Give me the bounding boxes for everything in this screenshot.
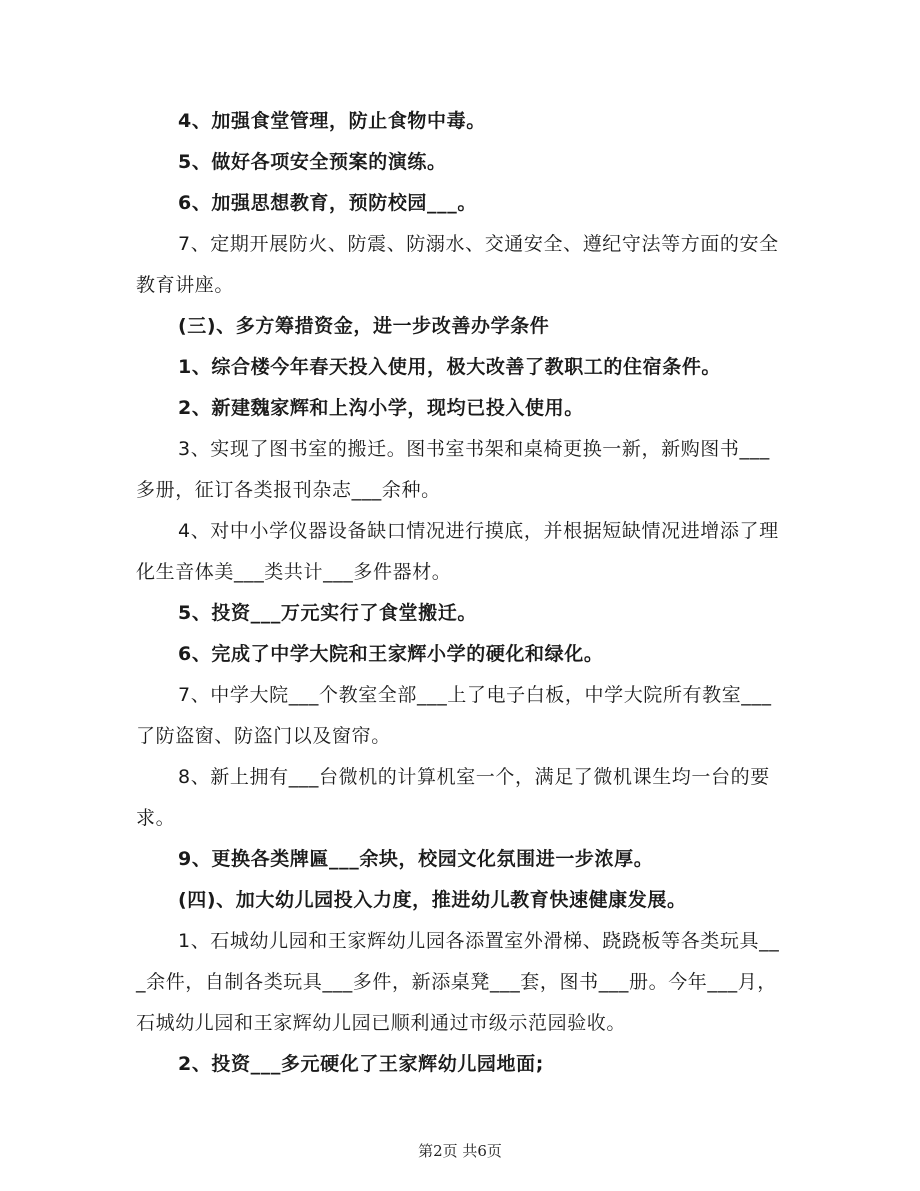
paragraph-item-5-drills: 5、做好各项安全预案的演练。 <box>178 151 447 173</box>
section-heading-4: (四)、加大幼儿园投入力度，推进幼儿教育快速健康发展。 <box>178 889 687 911</box>
paragraph-item-1-complex-building: 1、综合楼今年春天投入使用，极大改善了教职工的住宿条件。 <box>178 356 722 378</box>
paragraph-item-2-kindergarten-ground: 2、投资___多元硬化了王家辉幼儿园地面; <box>178 1053 544 1075</box>
paragraph-item-6-greening: 6、完成了中学大院和王家辉小学的硬化和绿化。 <box>178 643 604 665</box>
paragraph-item-6-education: 6、加强思想教育，预防校园___。 <box>178 192 477 214</box>
section-heading-3: (三)、多方筹措资金，进一步改善办学条件 <box>178 315 550 337</box>
paragraph-item-2-new-schools: 2、新建魏家辉和上沟小学，现均已投入使用。 <box>178 397 584 419</box>
paragraph-item-7-safety-lectures: 7、定期开展防火、防震、防溺水、交通安全、遵纪守法等方面的安全教育讲座。 <box>136 233 779 296</box>
paragraph-item-4-equipment: 4、对中小学仪器设备缺口情况进行摸底，并根据短缺情况进增添了理化生音体美___类共计___多件器材。 <box>136 520 779 583</box>
paragraph-item-7-whiteboards: 7、中学大院___个教室全部___上了电子白板，中学大院所有教室___了防盗窗、防盗门以及窗帘。 <box>136 684 772 747</box>
page-number-footer: 第2页 共6页 <box>418 1142 502 1160</box>
paragraph-item-1-kindergarten: 1、石城幼儿园和王家辉幼儿园各添置室外滑梯、跷跷板等各类玩具___余件，自制各类玩具___多件，新添桌凳___套，图书___册。今年___月，石城幼儿园和王家辉幼儿园已顺利通过市级示范园验收。 <box>136 930 780 1034</box>
paragraph-item-9-plaques: 9、更换各类牌匾___余块，校园文化氛围进一步浓厚。 <box>178 848 654 870</box>
paragraph-item-3-library: 3、实现了图书室的搬迁。图书室书架和桌椅更换一新，新购图书___多册，征订各类报刊杂志___余种。 <box>136 438 770 501</box>
paragraph-item-4-canteen: 4、加强食堂管理，防止食物中毒。 <box>178 110 486 132</box>
paragraph-item-5-canteen-relocation: 5、投资___万元实行了食堂搬迁。 <box>178 602 477 624</box>
paragraph-item-8-computer-room: 8、新上拥有___台微机的计算机室一个，满足了微机课生均一台的要求。 <box>136 766 770 829</box>
